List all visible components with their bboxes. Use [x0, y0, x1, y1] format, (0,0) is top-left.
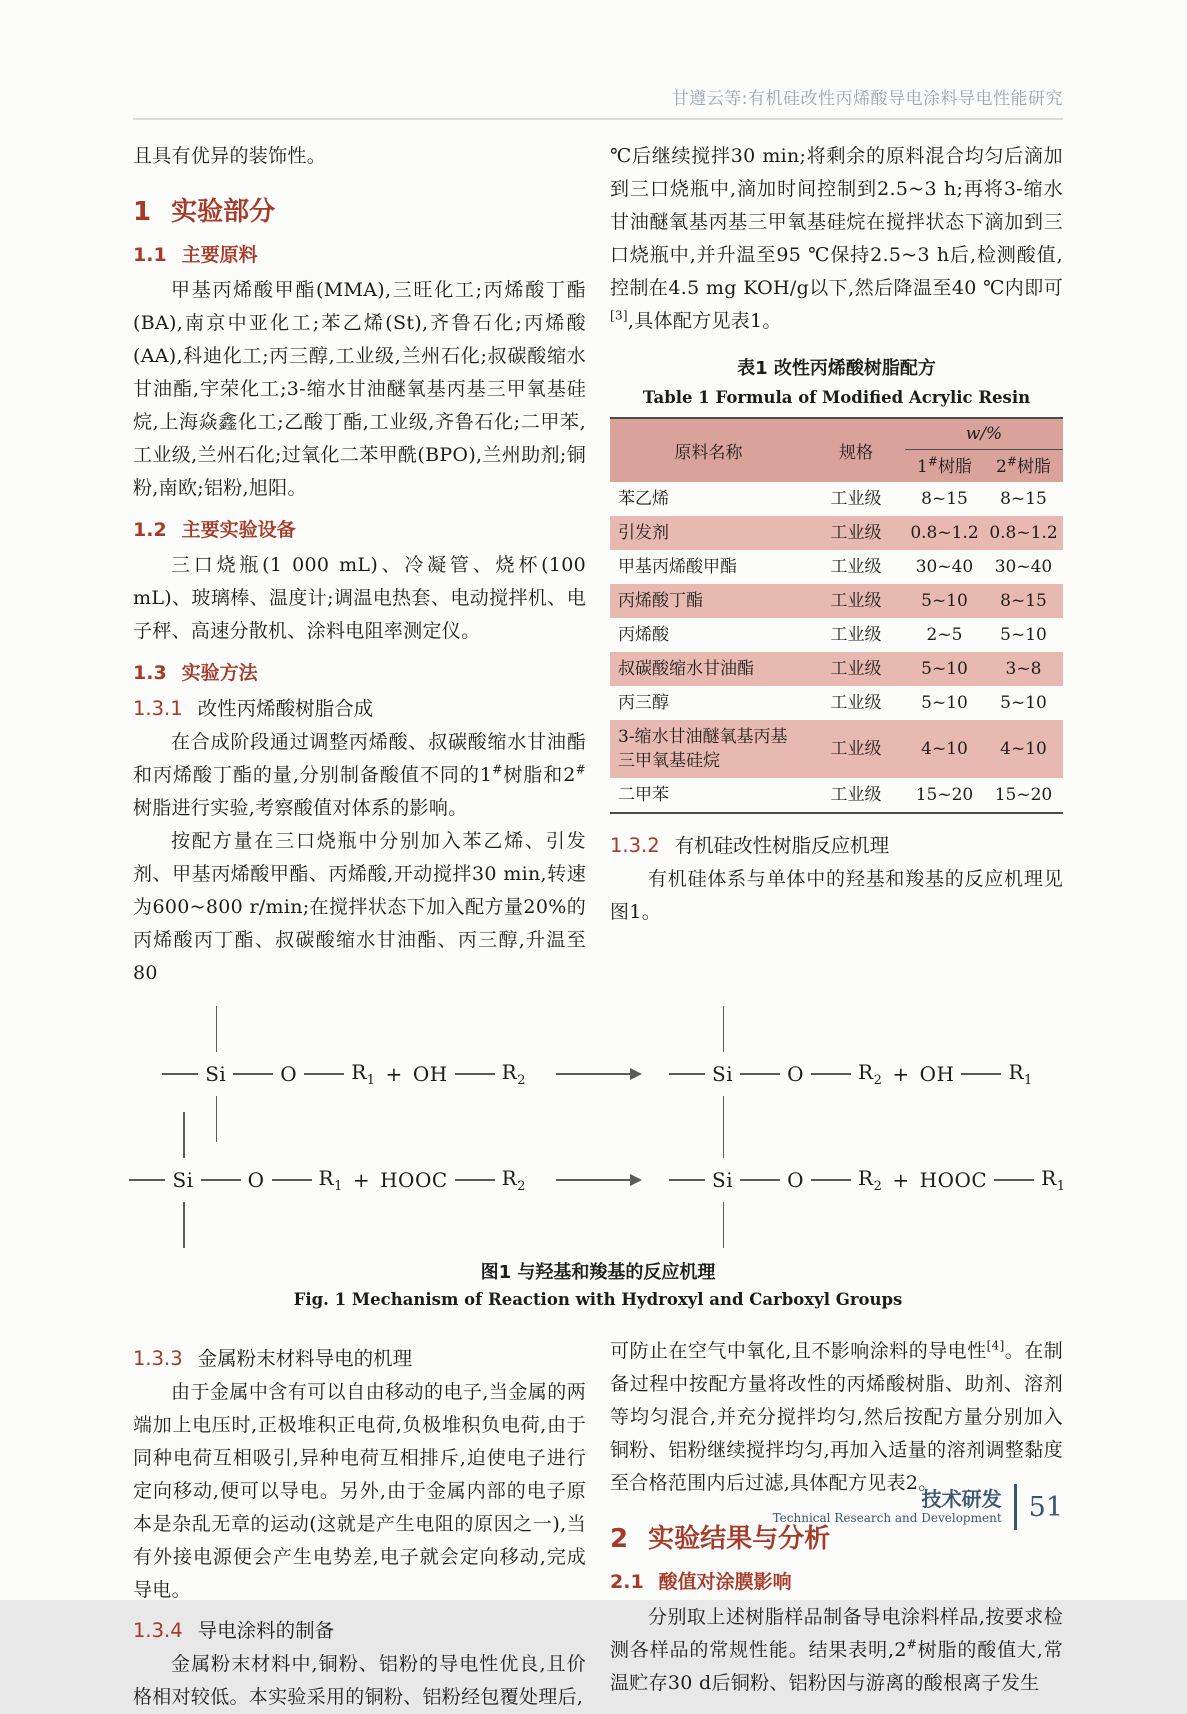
subsection-number: 1.2: [133, 519, 167, 541]
oh-group: OH: [412, 1062, 448, 1086]
plus-sign: +: [385, 1062, 403, 1086]
footer-divider-bar: [1014, 1484, 1017, 1530]
bond-line: [201, 1179, 241, 1181]
subsection-heading-2-1: [610, 1567, 1063, 1594]
section-title: 实验结果与分析: [648, 1524, 831, 1554]
hooc-group: HOOC: [919, 1168, 988, 1192]
subsection-heading-1-1: [133, 240, 586, 267]
si-atom: Si: [708, 1168, 737, 1192]
resin1-value-cell: 15~20: [915, 785, 974, 805]
r2-group: $R_2$: [858, 1060, 883, 1088]
spec-cell: 工业级: [830, 693, 882, 713]
spec-cell: 工业级: [830, 489, 882, 509]
subsection-number: 2.1: [610, 1571, 644, 1593]
spec-cell: 工业级: [807, 720, 905, 778]
bond-line: [669, 1073, 705, 1075]
materials-paragraph: 甲基丙烯酸甲酯(MMA),三旺化工;丙烯酸丁酯(BA),南京中亚化工;苯乙烯(St),齐鲁石化;丙烯酸(AA),科迪化工;丙三醇,工业级,兰州石化;叔碳酸缩水甘油酯,宇荣化工;3-缩水甘油醚氧基丙基三甲氧基硅烷,上海焱鑫化工;乙酸丁酯,工业级,齐鲁石化;二甲苯,工业级,兰州石化;过氧化二苯甲酰(BPO),兰州助剂;铜粉,南欧;铝粉,旭阳。: [133, 279, 586, 499]
si-atom: Si: [168, 1168, 197, 1192]
table1-caption-zh: 表1 改性丙烯酸树脂配方: [737, 358, 936, 379]
material-name-cell: 丙烯酸丁酯: [610, 584, 807, 618]
bond-line: [669, 1179, 705, 1181]
material-name-cell: 引发剂: [610, 516, 807, 550]
r2-group: $R_2$: [858, 1166, 883, 1194]
resin-2-superscript: #: [906, 1637, 918, 1652]
acid-value-result-paragraph: 分别取上述树脂样品制备导电涂料样品,按要求检测各样品的常规性能。结果表明,2#树脂的酸值大,常温贮存30 d后铜粉、铝粉因与游离的酸根离子发生: [610, 1606, 1063, 1694]
resin1-value-cell: 30~40: [915, 557, 974, 577]
metal-conduction-paragraph: 由于金属中含有可以自由移动的电子,当金属的两端加上电压时,正极堆积正电荷,负极堆积负电荷,由于同种电荷互相吸引,异种电荷互相排斥,迫使电子进行定向移动,便可以导电。另外,由于金属内部的电子原本是杂乱无章的运动(这就是产生电阻的原因之一),当有外接电源便会产生电势差,电子就会定向移动,完成导电。: [133, 1381, 586, 1601]
si-atom: Si: [708, 1062, 737, 1086]
figure-1: [133, 1060, 1066, 1309]
page-footer: [773, 1484, 1063, 1530]
material-name-cell: 苯乙烯: [618, 489, 669, 509]
spec-cell: 工业级: [807, 584, 905, 618]
citation-3: [3]: [610, 308, 628, 323]
resin2-value-cell: 30~40: [994, 557, 1053, 577]
material-name-cell: 叔碳酸缩水甘油酯: [610, 652, 807, 686]
subsubsection-number: 1.3.4: [133, 1619, 183, 1642]
table-row: [610, 778, 1063, 813]
resin1-value-cell: 5~10: [905, 652, 984, 686]
coating-prep-continued-paragraph: 可防止在空气中氧化,且不影响涂料的导电性[4]。在制备过程中按配方量将改性的丙烯酸树脂、助剂、溶剂等均匀混合,并充分搅拌均匀,然后按配方量分别加入铜粉、铝粉继续搅拌均匀,再加入适量的溶剂调整黏度至合格范围内后过滤,具体配方见表2。: [610, 1338, 1064, 1494]
footer-section-en: Technical Research and Development: [772, 1511, 1002, 1525]
table-row: [610, 618, 1063, 652]
spec-cell: 工业级: [830, 625, 882, 645]
plus-sign: +: [892, 1168, 910, 1192]
resin1-value-cell: 8~15: [921, 489, 968, 509]
col-header-resin2: 2#树脂: [984, 450, 1063, 483]
r1-group: $R_1$: [1041, 1166, 1066, 1194]
table-row: [610, 482, 1063, 516]
resin2-value-cell: 8~15: [984, 584, 1063, 618]
hooc-group: HOOC: [380, 1168, 448, 1192]
bond-line: [162, 1073, 198, 1075]
formula-table-header: [610, 418, 1063, 482]
subsection-number: 1.1: [133, 244, 167, 266]
resin1-value-cell: 0.8~1.2: [905, 516, 984, 550]
bond-line: [961, 1073, 1001, 1075]
bond-line: [740, 1179, 780, 1181]
running-head: 甘遵云等:有机硅改性丙烯酸导电涂料导电性能研究: [133, 84, 1063, 120]
left-column-bottom: [133, 1335, 586, 1714]
o-atom: O: [247, 1168, 265, 1192]
spec-cell: 工业级: [807, 516, 905, 550]
section-title: 实验部分: [171, 197, 276, 227]
subsubsection-heading-1-3-3: [133, 1343, 586, 1371]
reaction-equation-hydroxyl: [133, 1060, 1063, 1088]
resin-2-superscript: #: [575, 762, 586, 777]
plus-sign: +: [892, 1062, 910, 1086]
subsubsection-title: 有机硅改性树脂反应机理: [674, 834, 890, 857]
resin-1-superscript: #: [492, 762, 503, 777]
col-header-resin1: 1#树脂: [905, 450, 984, 483]
r1-group: $R_1$: [351, 1060, 376, 1088]
material-name-cell: 甲基丙烯酸甲酯: [618, 557, 737, 577]
mechanism-paragraph: 有机硅体系与单体中的羟基和羧基的反应机理见图1。: [610, 868, 1063, 923]
citation-4: [4]: [986, 1338, 1005, 1353]
procedure-paragraph: 按配方量在三口烧瓶中分别加入苯乙烯、引发剂、甲基丙烯酸甲酯、丙烯酸,开动搅拌30 min,转速为600~800 r/min;在搅拌状态下加入配方量20%的丙烯酸丙丁酯、叔碳酸缩水甘油酯、丙三醇,升温至80: [133, 830, 586, 984]
bond-line: [233, 1073, 273, 1075]
subsection-heading-1-3: [133, 658, 586, 685]
material-name-cell: 3-缩水甘油醚氧基丙基三甲氧基硅烷: [610, 720, 807, 778]
bond-line: [740, 1073, 780, 1075]
subsection-title: 实验方法: [181, 662, 258, 684]
table-row: [610, 652, 1063, 686]
equipment-paragraph: 三口烧瓶(1 000 mL)、冷凝管、烧杯(100 mL)、玻璃棒、温度计;调温电热套、电动搅拌机、电子秤、高速分散机、涂料电阻率测定仪。: [133, 554, 586, 642]
subsubsection-heading-1-3-2: [610, 830, 1063, 858]
spec-cell: 工业级: [830, 557, 882, 577]
r2-group: $R_2$: [501, 1060, 526, 1088]
bond-line: [455, 1179, 495, 1181]
subsection-title: 酸值对涂膜影响: [658, 1571, 792, 1593]
subsection-title: 主要实验设备: [181, 519, 296, 541]
resin1-value-cell: 5~10: [905, 584, 984, 618]
material-name-cell: 二甲苯: [618, 785, 669, 805]
spec-cell: 工业级: [807, 652, 905, 686]
subsection-heading-1-2: [133, 515, 586, 542]
oh-group: OH: [919, 1062, 955, 1086]
resin2-value-cell: 3~8: [984, 652, 1063, 686]
table-row: [610, 686, 1063, 720]
procedure-continued-paragraph: ℃后继续搅拌30 min;将剩余的原料混合均匀后滴加到三口烧瓶中,滴加时间控制到2.5~3 h;再将3-缩水甘油醚氧基丙基三甲氧基硅烷在搅拌状态下滴加到三口烧瓶中,并升温至95 ℃保持2.5~3 h后,检测酸值,控制在4.5 mg KOH/g以下,然后降温至40 ℃内即可[3],具体配方见表1。: [610, 145, 1063, 332]
intro-fragment: 且具有优异的装饰性。: [133, 145, 327, 167]
reaction-equation-carboxyl: [133, 1166, 1066, 1194]
subsubsection-number: 1.3.2: [610, 834, 660, 857]
formula-table: [610, 417, 1063, 814]
col-header-material: 原料名称: [610, 418, 807, 482]
subsection-number: 1.3: [133, 662, 167, 684]
col-header-spec: 规格: [807, 418, 905, 482]
o-atom: O: [787, 1168, 805, 1192]
subsection-title: 主要原料: [181, 244, 258, 266]
bond-line: [811, 1073, 851, 1075]
resin2-value-cell: 15~20: [994, 785, 1053, 805]
bond-line: [811, 1179, 851, 1181]
o-atom: O: [280, 1062, 298, 1086]
subsubsection-title: 改性丙烯酸树脂合成: [197, 697, 374, 720]
material-name-cell: 丙烯酸: [618, 625, 669, 645]
formula-table-body: [610, 482, 1063, 813]
figure1-caption-en: Fig. 1 Mechanism of Reaction with Hydroxyl and Carboxyl Groups: [293, 1290, 903, 1309]
table-row: [610, 516, 1063, 550]
material-name-cell: 丙三醇: [618, 693, 669, 713]
section-heading-1: [133, 191, 586, 228]
resin2-value-cell: 4~10: [984, 720, 1063, 778]
resin2-value-cell: 8~15: [1000, 489, 1047, 509]
table-row: [610, 584, 1063, 618]
table-row: [610, 550, 1063, 584]
bond-line: [129, 1179, 165, 1181]
r2-group: $R_2$: [501, 1166, 526, 1194]
reaction-arrow: [556, 1179, 640, 1181]
top-columns: [133, 140, 1063, 990]
bond-line: [272, 1179, 312, 1181]
footer-section-zh: 技术研发: [921, 1487, 1002, 1511]
col-header-w-percent: w/%: [905, 418, 1063, 450]
subsubsection-number: 1.3.1: [133, 697, 183, 720]
table1-caption-en: Table 1 Formula of Modified Acrylic Resin: [642, 388, 1031, 407]
section-number: 1: [133, 197, 152, 227]
section-number: 2: [610, 1524, 629, 1554]
resin2-value-cell: 0.8~1.2: [984, 516, 1063, 550]
subsubsection-heading-1-3-1: [133, 693, 586, 721]
resin1-value-cell: 2~5: [926, 625, 963, 645]
resin1-value-cell: 5~10: [921, 693, 968, 713]
footer-section-labels: [773, 1488, 1002, 1526]
resin2-value-cell: 5~10: [1000, 693, 1047, 713]
o-atom: O: [787, 1062, 805, 1086]
bond-line: [304, 1073, 344, 1075]
bond-line: [455, 1073, 495, 1075]
bond-line: [994, 1179, 1034, 1181]
spec-cell: 工业级: [830, 785, 882, 805]
coating-prep-paragraph: 金属粉末材料中,铜粉、铝粉的导电性优良,且价格相对较低。本实验采用的铜粉、铝粉经包覆处理后,: [133, 1653, 586, 1708]
r1-group: $R_1$: [1008, 1060, 1033, 1088]
resin2-value-cell: 5~10: [1000, 625, 1047, 645]
left-column-top: [133, 140, 586, 990]
reaction-arrow: [556, 1073, 640, 1075]
si-atom: Si: [201, 1062, 230, 1086]
table-row: [610, 720, 1063, 778]
subsubsection-number: 1.3.3: [133, 1347, 183, 1370]
page-number: 51: [1028, 1491, 1063, 1523]
figure1-caption-zh: 图1 与羟基和羧基的反应机理: [480, 1262, 716, 1283]
right-column-top: [610, 140, 1063, 990]
subsubsection-heading-1-3-4: [133, 1615, 586, 1643]
subsubsection-title: 金属粉末材料导电的机理: [197, 1347, 413, 1370]
synthesis-paragraph: 在合成阶段通过调整丙烯酸、叔碳酸缩水甘油酯和丙烯酸丁酯的量,分别制备酸值不同的1#树脂和2#树脂进行实验,考察酸值对体系的影响。: [133, 731, 586, 819]
r1-group: $R_1$: [318, 1166, 343, 1194]
resin1-value-cell: 4~10: [905, 720, 984, 778]
plus-sign: +: [352, 1168, 371, 1192]
subsubsection-title: 导电涂料的制备: [197, 1619, 335, 1642]
